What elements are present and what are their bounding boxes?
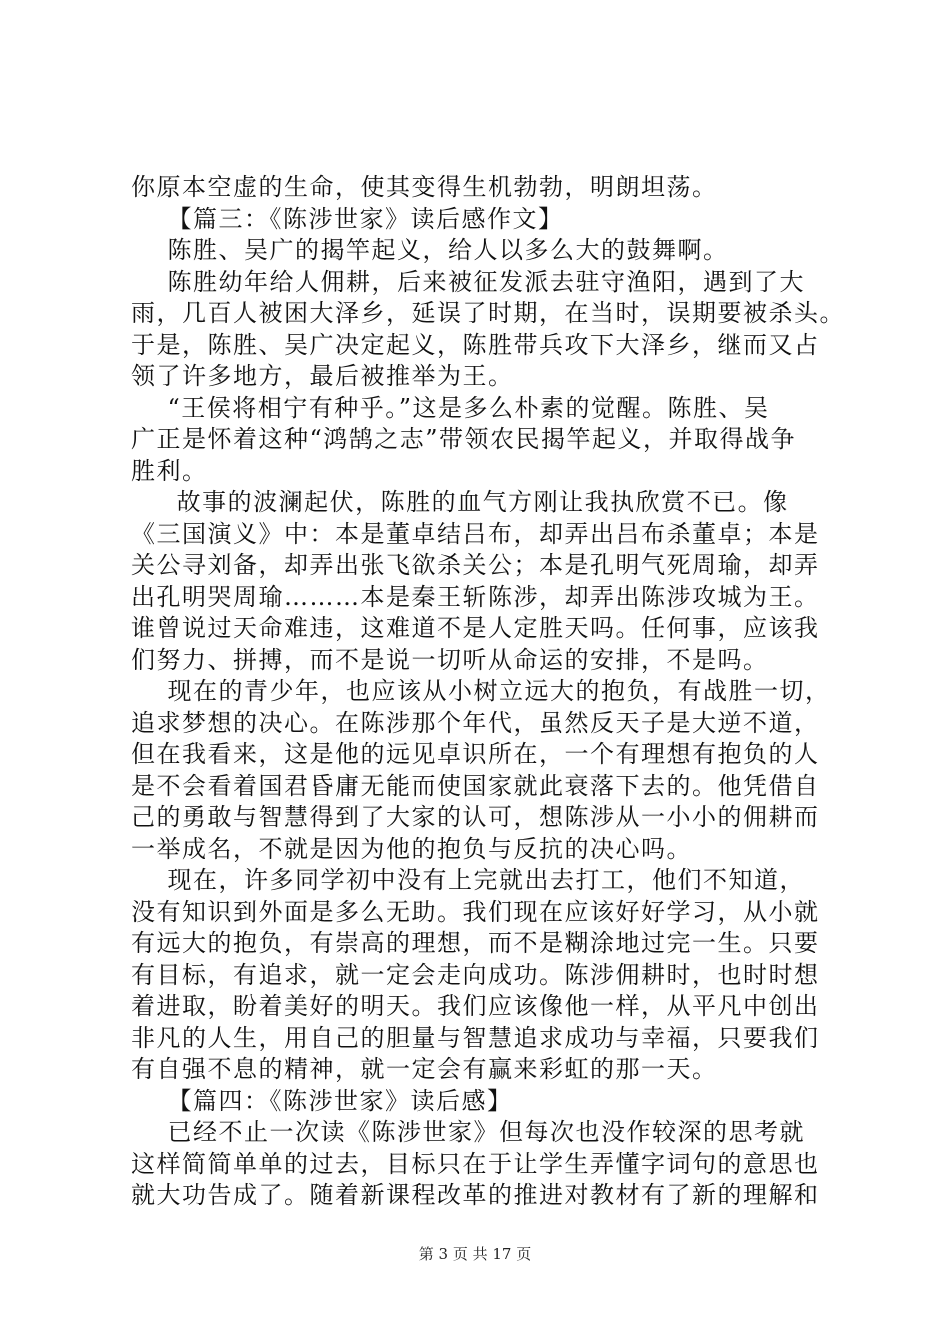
text-line: 故事的波澜起伏，陈胜的血气方刚让我执欣赏不已。像 <box>131 488 789 516</box>
text-line: 陈胜幼年给人佣耕，后来被征发派去驻守渔阳，遇到了大 <box>131 267 806 296</box>
text-line: 现在的青少年，也应该从小树立远大的抱负，有战胜一切， <box>131 677 831 705</box>
text-line: 现在，许多同学初中没有上完就出去打工，他们不知道， <box>131 866 806 894</box>
text-line: 领了许多地方，最后被推举为王。 <box>131 362 514 390</box>
text-line: 已经不止一次读《陈涉世家》但每次也没作较深的思考就 <box>131 1118 806 1146</box>
text-line: 雨，几百人被困大泽乡，延误了时期，在当时，误期要被杀头。 <box>131 299 845 327</box>
text-line: “王侯将相宁有种乎。”这是多么朴素的觉醒。陈胜、吴 <box>131 393 770 422</box>
text-line: 你原本空虚的生命，使其变得生机勃勃，明朗坦荡。 <box>131 173 718 201</box>
section-heading: 【篇三：《陈涉世家》读后感作文】 <box>131 204 564 233</box>
text-line: 但在我看来，这是他的远见卓识所在，一个有理想有抱负的人 <box>131 740 820 768</box>
text-line: 这样简简单单的过去，目标只在于让学生弄懂字词句的意思也 <box>131 1149 820 1178</box>
text-line: 非凡的人生，用自己的胆量与智慧追求成功与幸福，只要我们 <box>131 1023 820 1052</box>
text-line: 《三国演义》中：本是董卓结吕布，却弄出吕布杀董卓；本是 <box>131 519 820 548</box>
text-line: 一举成名，不就是因为他的抱负与反抗的决心吗。 <box>131 834 692 863</box>
section-heading: 【篇四：《陈涉世家》读后感】 <box>131 1086 513 1115</box>
text-line: 己的勇敢与智慧得到了大家的认可，想陈涉从一小小的佣耕而 <box>131 803 820 831</box>
text-line: 关公寻刘备，却弄出张飞欲杀关公；本是孔明气死周瑜，却弄 <box>131 551 820 579</box>
text-line: 就大功告成了。随着新课程改革的推进对教材有了新的理解和 <box>131 1181 820 1209</box>
text-line: 有远大的抱负，有崇高的理想，而不是糊涂地过完一生。只要 <box>131 929 820 957</box>
text-line: 们努力、拼搏，而不是说一切听从命运的安排，不是吗。 <box>131 645 769 674</box>
text-line: 广正是怀着这种“鸿鹄之志”带领农民揭竿起义，并取得战争 <box>131 425 797 453</box>
text-line: 谁曾说过天命难违，这难道不是人定胜天吗。任何事，应该我 <box>131 614 820 642</box>
page-number-footer: 第 3 页 共 17 页 <box>418 1245 532 1263</box>
text-line: 出孔明哭周瑜………本是秦王斩陈涉，却弄出陈涉攻城为王。 <box>131 582 820 611</box>
document-body <box>131 172 845 1212</box>
text-line: 有自强不息的精神，就一定会有赢来彩虹的那一天。 <box>131 1055 718 1083</box>
text-line: 于是，陈胜、吴广决定起义，陈胜带兵攻下大泽乡，继而又占 <box>131 330 820 359</box>
text-line: 没有知识到外面是多么无助。我们现在应该好好学习，从小就 <box>131 897 820 926</box>
text-line: 胜利。 <box>131 456 208 485</box>
text-line: 有目标，有追求，就一定会走向成功。陈涉佣耕时，也时时想 <box>131 960 820 989</box>
text-line: 追求梦想的决心。在陈涉那个年代，虽然反天子是大逆不道， <box>131 708 820 737</box>
text-line: 是不会看着国君昏庸无能而使国家就此衰落下去的。他凭借自 <box>131 771 820 800</box>
text-line: 着进取，盼着美好的明天。我们应该像他一样，从平凡中创出 <box>131 992 820 1020</box>
text-line: 陈胜、吴广的揭竿起义，给人以多么大的鼓舞啊。 <box>131 236 729 264</box>
